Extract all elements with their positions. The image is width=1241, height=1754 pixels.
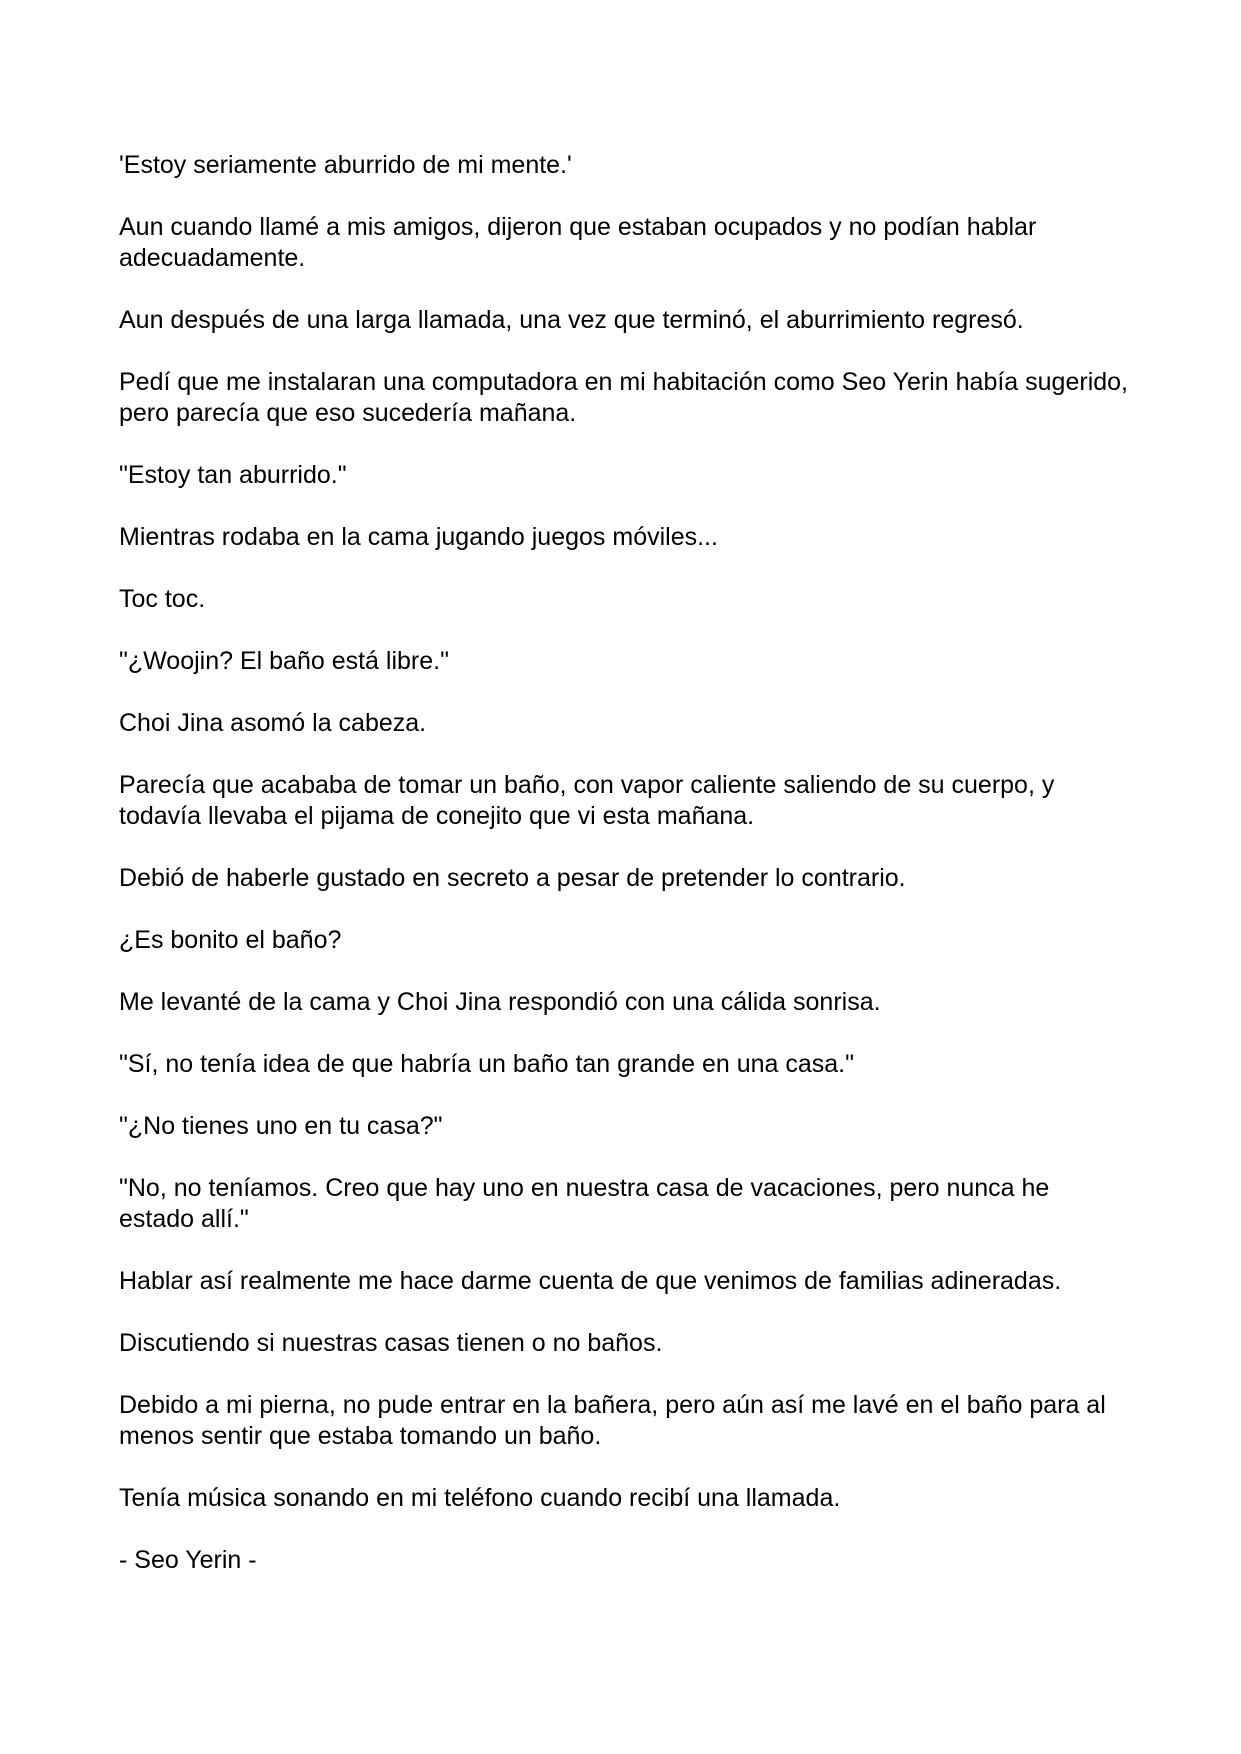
paragraph: Debido a mi pierna, no pude entrar en la bañera, pero aún así me lavé en el baño para al menos sentir que estaba tomando un baño. [119, 1391, 1106, 1450]
paragraph: Choi Jina asomó la cabeza. [119, 709, 427, 737]
paragraph: Aun después de una larga llamada, una vez que terminó, el aburrimiento regresó. [119, 306, 1024, 334]
paragraph: "Estoy tan aburrido." [119, 461, 347, 489]
paragraph: Mientras rodaba en la cama jugando juegos móviles... [119, 523, 718, 551]
document-body [119, 150, 1129, 1607]
paragraph: "¿Woojin? El baño está libre." [119, 647, 449, 675]
paragraph: Parecía que acababa de tomar un baño, con vapor caliente saliendo de su cuerpo, y todavía llevaba el pijama de conejito que vi esta mañana. [119, 771, 1055, 830]
paragraph: Hablar así realmente me hace darme cuenta de que venimos de familias adineradas. [119, 1267, 1062, 1295]
paragraph: Tenía música sonando en mi teléfono cuando recibí una llamada. [119, 1484, 841, 1512]
paragraph: - Seo Yerin - [119, 1546, 257, 1574]
paragraph: "¿No tienes uno en tu casa?" [119, 1112, 443, 1140]
paragraph: Pedí que me instalaran una computadora en mi habitación como Seo Yerin había sugerido, pero parecía que eso sucedería mañana. [119, 368, 1128, 427]
paragraph: Aun cuando llamé a mis amigos, dijeron que estaban ocupados y no podían hablar adecuadamente. [119, 213, 1037, 272]
paragraph: Debió de haberle gustado en secreto a pesar de pretender lo contrario. [119, 864, 906, 892]
paragraph: Me levanté de la cama y Choi Jina respondió con una cálida sonrisa. [119, 988, 881, 1016]
paragraph: Toc toc. [119, 585, 206, 613]
paragraph: "No, no teníamos. Creo que hay uno en nuestra casa de vacaciones, pero nunca he estado allí." [119, 1174, 1050, 1233]
paragraph: Discutiendo si nuestras casas tienen o no baños. [119, 1329, 663, 1357]
paragraph: 'Estoy seriamente aburrido de mi mente.' [119, 151, 572, 179]
paragraph: "Sí, no tenía idea de que habría un baño tan grande en una casa." [119, 1050, 854, 1078]
paragraph: ¿Es bonito el baño? [119, 926, 342, 954]
